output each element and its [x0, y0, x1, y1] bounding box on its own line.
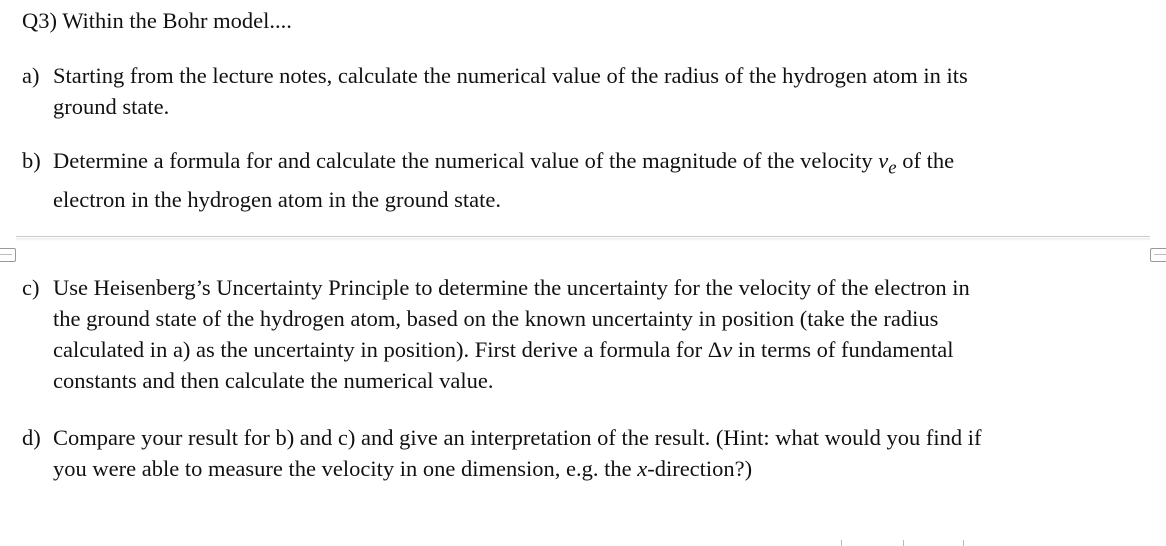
page-break-handle-left[interactable]: [0, 248, 16, 262]
question-a-line-2: ground state.: [53, 94, 170, 119]
question-b-line-2: electron in the hydrogen atom in the ground state.: [53, 186, 502, 212]
question-d-line-1: Compare your result for b) and c) and give an interpretation of the result. (Hint: what would you find if: [53, 425, 982, 450]
page-break-handle-right[interactable]: [1150, 248, 1166, 262]
delta-symbol: Δ: [707, 337, 723, 362]
x-symbol: x: [637, 456, 648, 481]
question-c-line-3-start: calculated in a) as the uncertainty in position). First derive a formula for: [53, 337, 708, 362]
page-break-line: [16, 236, 1150, 237]
question-c-text: [53, 272, 1147, 396]
ruler-tick: [903, 540, 904, 546]
question-c-line-3: [53, 334, 1147, 365]
question-c: [22, 272, 1147, 396]
question-title: Q3) Within the Bohr model....: [22, 8, 292, 33]
question-d-text: [53, 422, 1147, 484]
question-d-line-2-start: you were able to measure the velocity in one dimension, e.g. the: [53, 456, 638, 481]
question-c-line-3-end: in terms of fundamental: [732, 337, 954, 362]
question-c-label: c): [22, 275, 40, 300]
question-b-line-1: [53, 145, 1147, 184]
page-break: [0, 234, 1166, 264]
v-symbol: v: [722, 337, 733, 362]
question-c-line-4: constants and then calculate the numerical value.: [53, 368, 494, 393]
question-a-line-1: Starting from the lecture notes, calculate the numerical value of the radius of the hydrogen atom in its: [53, 63, 968, 88]
question-c-line-1: Use Heisenberg’s Uncertainty Principle to determine the uncertainty for the velocity of the electron in: [53, 275, 970, 300]
question-a-text: [53, 60, 1147, 122]
question-d-line-2: [53, 453, 1147, 484]
page-break-shadow: [16, 238, 1150, 241]
question-b-label: b): [22, 148, 41, 173]
ruler-tick: [963, 540, 964, 546]
question-a: [22, 60, 1147, 122]
velocity-symbol: [878, 148, 897, 179]
question-a-label: a): [22, 63, 40, 88]
delta-v-symbol: [708, 337, 732, 362]
ruler-tick: [841, 540, 842, 546]
question-b-line-1-start: Determine a formula for and calculate the numerical value of the magnitude of the velocity: [53, 148, 879, 173]
velocity-symbol-base: v: [878, 148, 889, 173]
question-b-line-1-end: of the: [896, 148, 955, 173]
question-b: [22, 145, 1147, 215]
question-d-line-2-end: -direction?): [647, 456, 753, 481]
question-d-label: d): [22, 425, 41, 450]
velocity-subscript: e: [888, 157, 897, 179]
question-c-line-2: the ground state of the hydrogen atom, based on the known uncertainty in position (take the radius: [53, 306, 939, 331]
question-d: [22, 422, 1147, 484]
question-b-text: [53, 145, 1147, 215]
